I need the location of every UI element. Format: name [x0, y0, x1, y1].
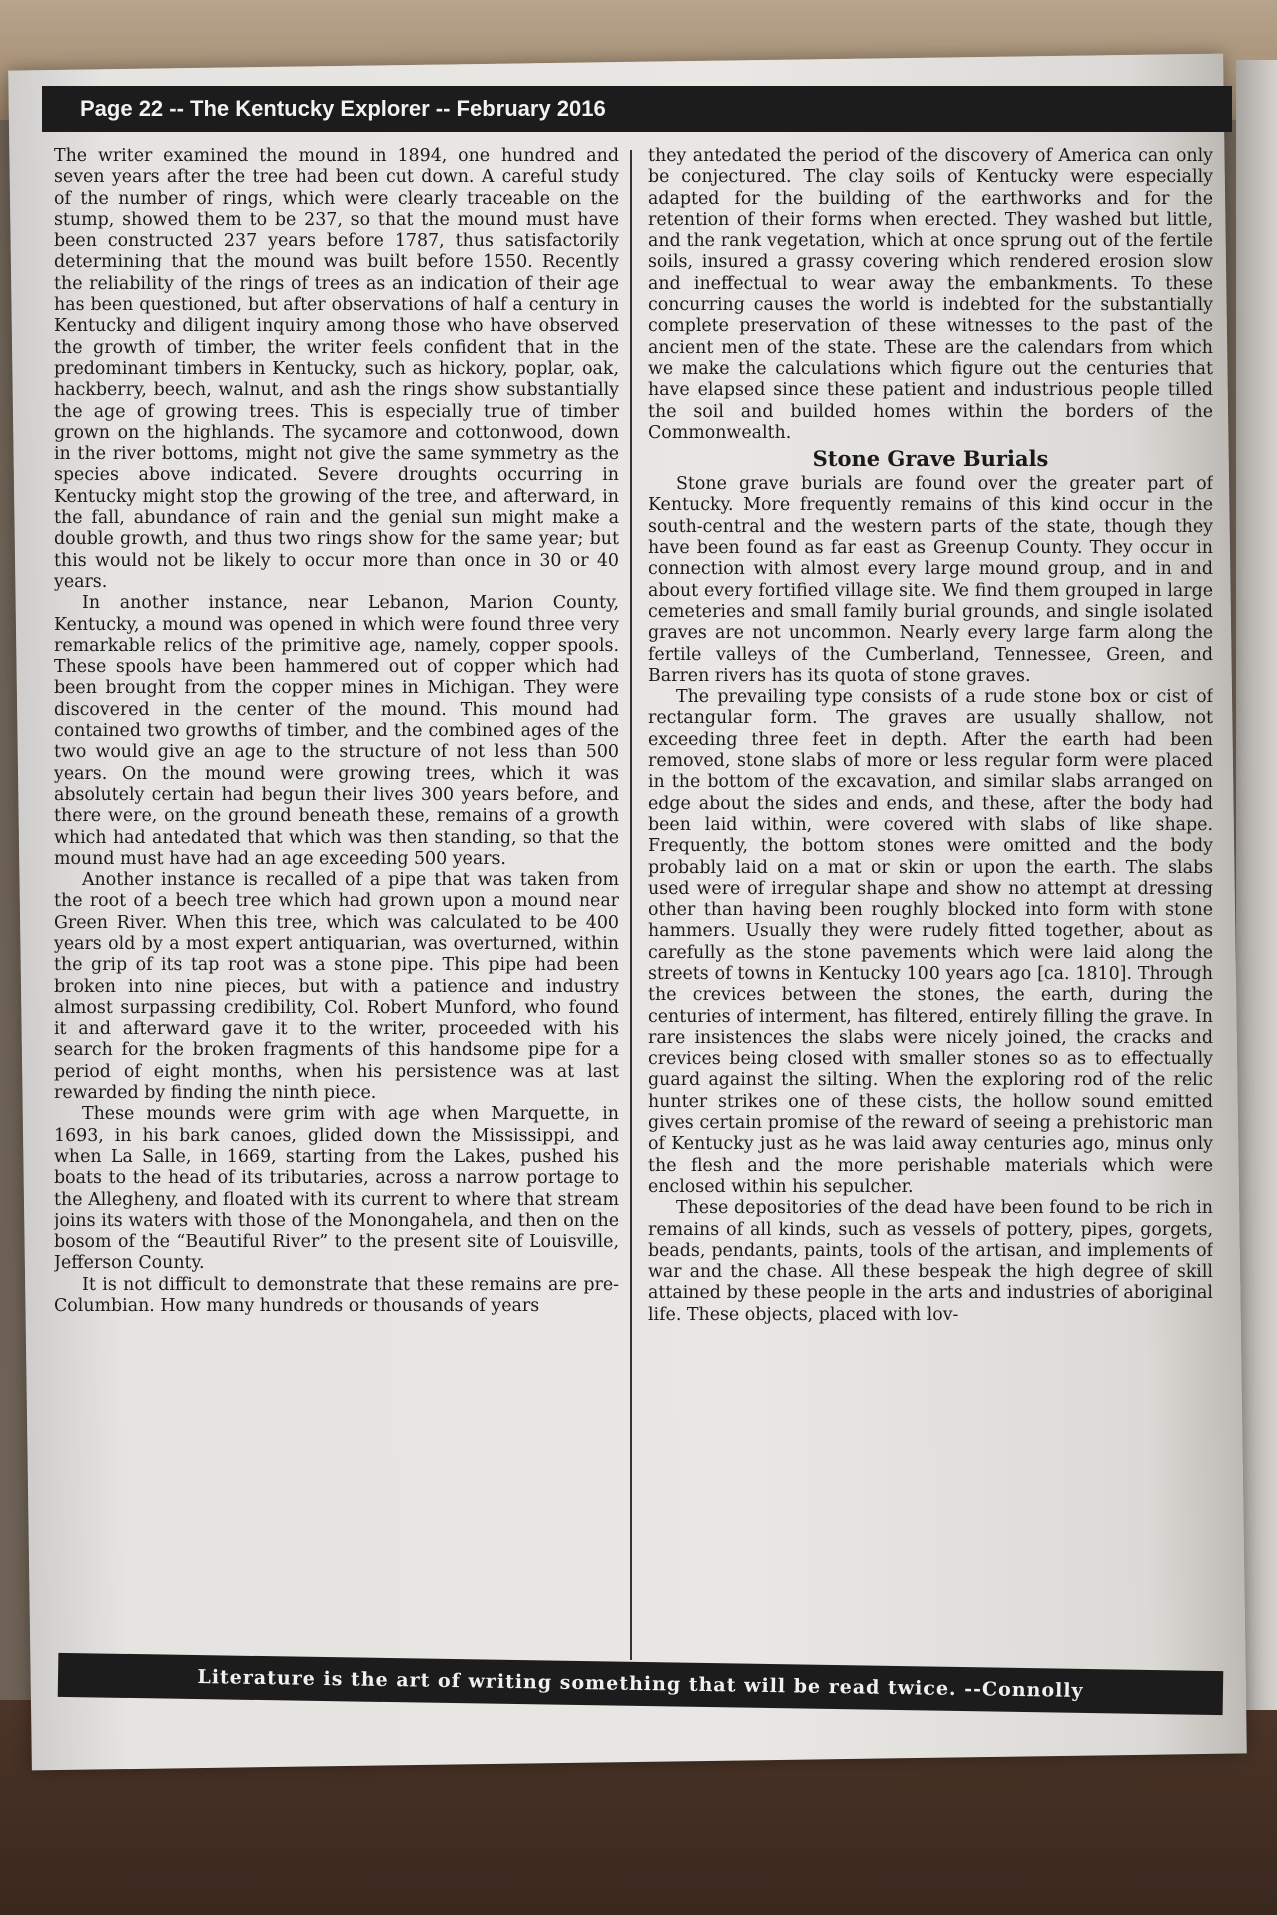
running-head-bar — [42, 86, 1232, 132]
paragraph-prevailing-type: The prevailing type consists of a rude stone box or cist of rectangular form. The graves are usually shallow, not exceeding three feet in depth. After the earth had been removed, stone slabs of more or less regular form were placed in the bottom of the excavation, and similar slabs arranged on edge about the sides and ends, and these, after the body had been laid within, were covered with slabs of like shape. Frequently, the bottom stones were omitted and the body probably laid on a mat or skin or upon the earth. The slabs used were of irregular shape and show no attempt at dressing other than having been roughly blocked into form with stone hammers. Usually they were rudely fitted together, about as carefully as the stone pavements which were laid along the streets of towns in Kentucky 100 years ago [ca. 1810]. Through the crevices between the stones, the earth, during the centuries of interment, has filtered, entirely filling the grave. In rare insistences the slabs were nicely joined, the cracks and crevices being closed with smaller stones so as to effectually guard against the silting. When the exploring rod of the relic hunter strikes one of these cists, the hollow sound emitted gives certain promise of the reward of seeing a prehistoric man of Kentucky just as he was laid away centuries ago, minus only the flesh and the more perishable materials which were enclosed within his sepulcher. — [648, 687, 1213, 1197]
paragraph-pre-columbian: It is not difficult to demonstrate that these remains are pre-Columbian. How many hundreds or thousands of years — [54, 1274, 619, 1317]
section-title: Stone Grave Burials — [812, 446, 1049, 472]
left-column — [54, 146, 619, 1666]
column-divider — [630, 150, 632, 1660]
running-head: Page 22 -- The Kentucky Explorer -- February 2016 — [80, 96, 606, 121]
paragraph-lebanon-mound: In another instance, near Lebanon, Marion County, Kentucky, a mound was opened in which were found three very remarkable relics of the primitive age, namely, copper spools. These spools have been hammered out of copper which had been brought from the copper mines in Michigan. They were discovered in the center of the mound. This mound had contained two growths of timber, and the combined ages of the two would give an age to the structure of not less than 500 years. On the mound were growing trees, which it was absolutely certain had begun their lives 300 years before, and there were, on the ground beneath these, remains of a growth which had antedated that which was then standing, so that the mound must have had an age exceeding 500 years. — [54, 593, 619, 869]
paragraph-tree-rings: The writer examined the mound in 1894, one hundred and seven years after the tree had been cut down. A careful study of the number of rings, which were clearly traceable on the stump, showed them to be 237, so that the mound must have been constructed 237 years before 1787, thus satisfactorily determining that the mound was built before 1550. Recently the reliability of the rings of trees as an indication of their age has been questioned, but after observations of half a century in Kentucky and diligent inquiry among those who have observed the growth of timber, the writer feels confident that in the predominant timbers in Kentucky, such as hickory, poplar, oak, hackberry, beech, walnut, and ash the rings show substantially the age of growing trees. This is especially true of timber grown on the highlands. The sycamore and cottonwood, down in the river bottoms, might not give the same symmetry as the species above indicated. Severe droughts occurring in Kentucky might stop the growing of the tree, and afterward, in the fall, abundance of rain and the genial sun might make a double growth, and thus two rings show for the same year; but this would not be likely to occur more than once in 30 or 40 years. — [54, 146, 619, 592]
paragraph-depositories: These depositories of the dead have been found to be rich in remains of all kinds, such as vessels of pottery, pipes, gorgets, beads, pendants, paints, tools of the artisan, and implements of war and the chase. All these bespeak the high degree of skill attained by these people in the arts and industries of aboriginal life. These objects, placed with lov- — [648, 1198, 1213, 1325]
paragraph-continuation: they antedated the period of the discovery of America can only be conjectured. The clay soils of Kentucky were especially adapted for the building of the earthworks and for the retention of their forms when erected. They washed but little, and the rank vegetation, which at once sprung out of the fertile soils, insured a grassy covering which rendered erosion slow and ineffectual to wear away the embankments. To these concurring causes the world is indebted for the substantially complete preservation of these witnesses to the past of the ancient men of the state. These are the calendars from which we make the calculations which figure out the centuries that have elapsed since these patient and industrious people tilled the soil and builded homes within the borders of the Commonwealth. — [648, 146, 1213, 443]
paragraph-marquette: These mounds were grim with age when Marquette, in 1693, in his bark canoes, glided down the Mississippi, and when La Salle, in 1669, starting from the Lakes, pushed his boats to the head of its tributaries, across a narrow portage to the Allegheny, and floated with its current to where that stream joins its waters with those of the Monongahela, and then on the bosom of the “Beautiful River” to the present site of Louisville, Jefferson County. — [54, 1104, 619, 1274]
paragraph-stone-pipe: Another instance is recalled of a pipe that was taken from the root of a beech tree which had grown upon a mound near Green River. When this tree, which was calculated to be 400 years old by a most expert antiquarian, was overturned, within the grip of its tap root was a stone pipe. This pipe had been broken into nine pieces, but with a patience and industry almost surpassing credibility, Col. Robert Munford, who found it and afterward gave it to the writer, proceeded with his search for the broken fragments of this handsome pipe for a period of eight months, when his persistence was at last rewarded by finding the ninth piece. — [54, 870, 619, 1104]
right-column — [648, 146, 1213, 1666]
paragraph-stone-grave-locations: Stone grave burials are found over the greater part of Kentucky. More frequently remains of this kind occur in the south-central and the western parts of the state, though they have been found as far east as Greenup County. They occur in connection with almost every large mound group, and in and about every fortified village site. We find them grouped in large cemeteries and small family burial grounds, and single isolated graves are not uncommon. Nearly every large farm along the fertile valleys of the Cumberland, Tennessee, Green, and Barren rivers has its quota of stone graves. — [648, 474, 1213, 686]
footer-quote: Literature is the art of writing something that will be read twice. --Connolly — [197, 1666, 1084, 1702]
